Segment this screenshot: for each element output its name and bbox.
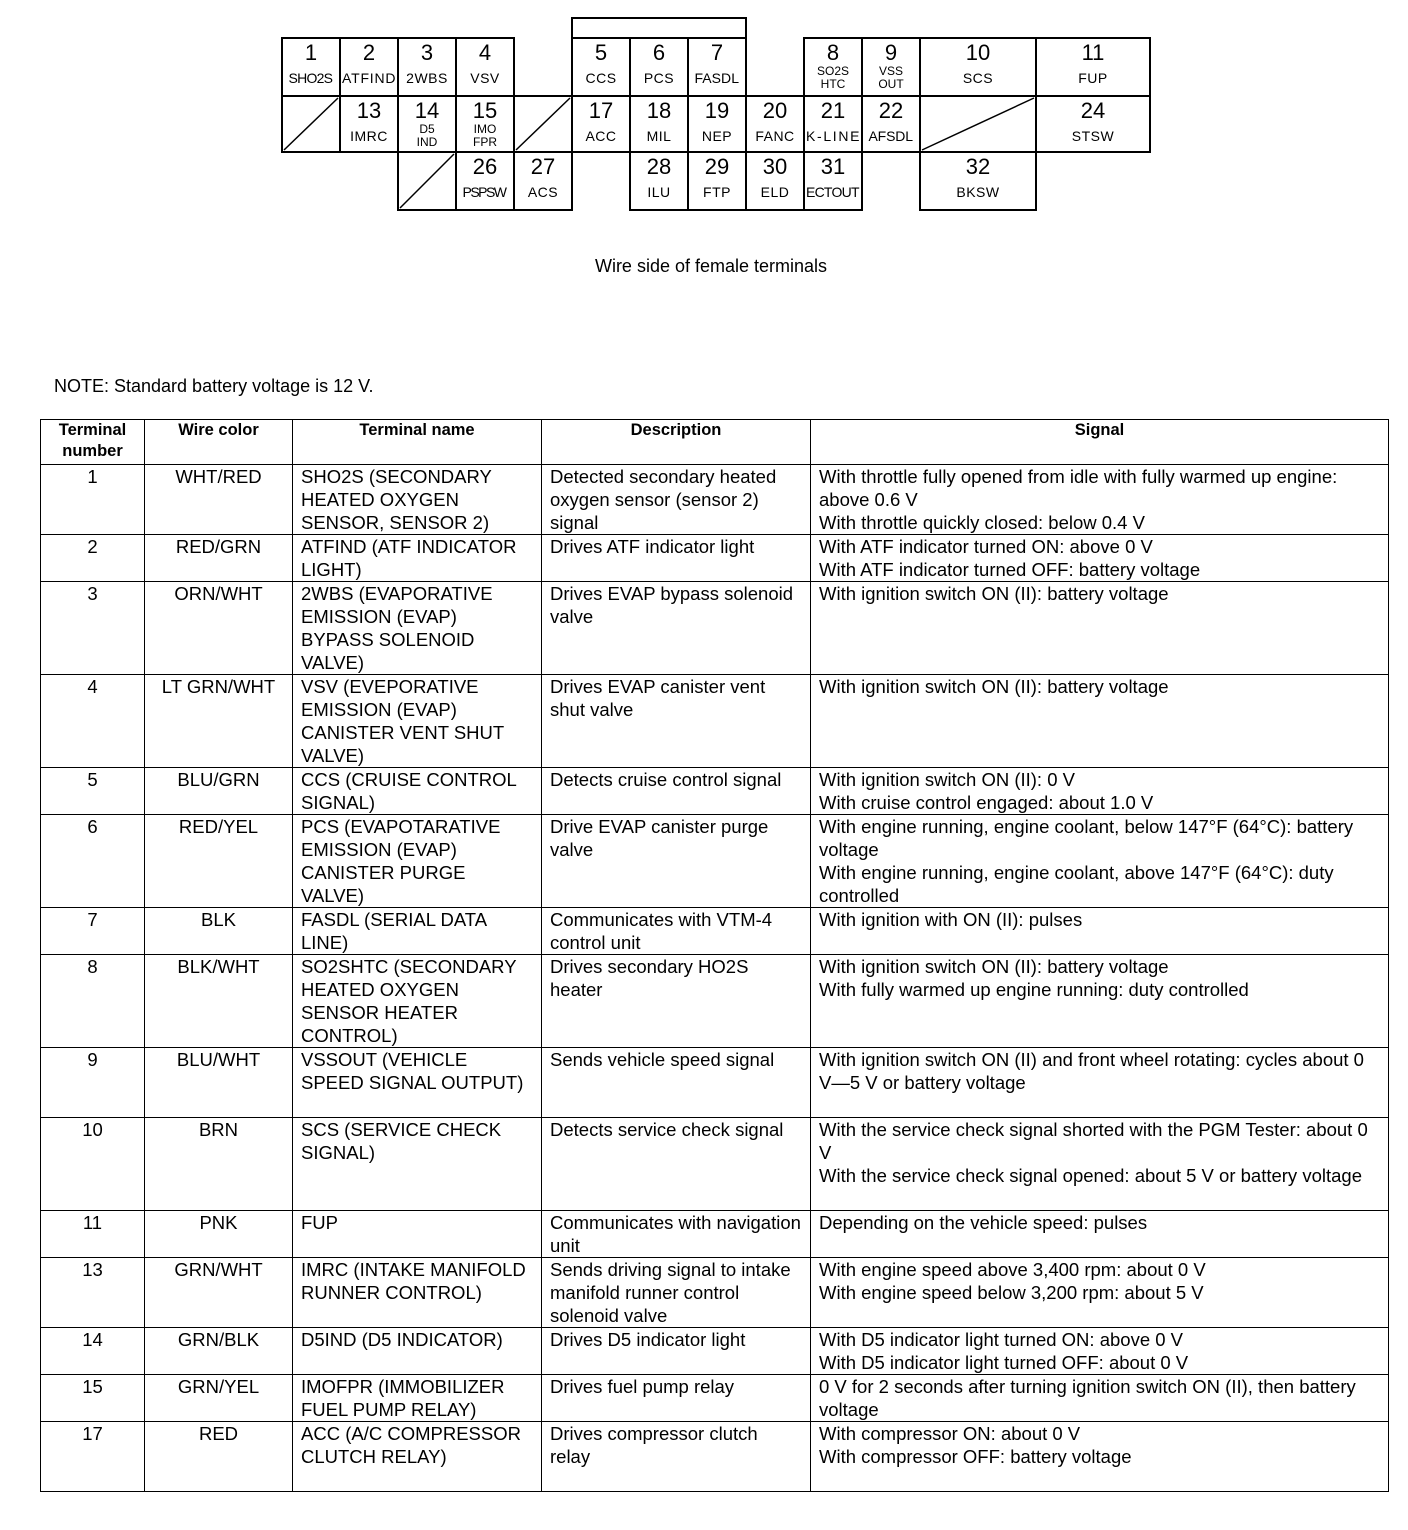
table-row [41, 1048, 1389, 1118]
table-row [41, 1375, 1389, 1422]
terminal-label-31: ECTOUT [806, 184, 860, 200]
signal-cell [811, 1258, 1389, 1328]
table-row [41, 1118, 1389, 1211]
terminal-label-10: SCS [962, 70, 994, 86]
terminal-name-cell: VSV (EVEPORATIVE EMISSION (EVAP) CANISTER VENT SHUT VALVE) [293, 675, 542, 768]
signal-line: With ignition switch ON (II): battery voltage [819, 676, 1169, 697]
signal-line: With ignition switch ON (II): battery voltage [819, 583, 1169, 604]
table-row [41, 465, 1389, 535]
signal-line: With engine running, engine coolant, below 147°F (64°C): battery voltage [819, 816, 1354, 860]
connector-diagram [0, 0, 1408, 240]
terminal-number-1: 1 [304, 40, 318, 65]
description-cell: Drives EVAP canister vent shut valve [542, 675, 811, 768]
description-cell: Communicates with navigation unit [542, 1211, 811, 1258]
terminal-label-28: ILU [647, 184, 671, 200]
terminal-label-24: STSW [1071, 128, 1115, 144]
terminal-number-20: 20 [762, 98, 788, 123]
signal-line: With ignition switch ON (II) and front wheel rotating: cycles about 0 V—5 V or battery voltage [819, 1049, 1364, 1093]
terminal-label-9: OUT [878, 77, 904, 91]
signal-cell [811, 1048, 1389, 1118]
terminal-label-17: ACC [585, 128, 617, 144]
description-cell: Drives D5 indicator light [542, 1328, 811, 1375]
terminal-number-cell: 6 [41, 815, 145, 908]
terminal-name-cell: ACC (A/C COMPRESSOR CLUTCH RELAY) [293, 1422, 542, 1492]
table-row [41, 1258, 1389, 1328]
terminal-name-cell: 2WBS (EVAPORATIVE EMISSION (EVAP) BYPASS SOLENOID VALVE) [293, 582, 542, 675]
terminal-number-10: 10 [965, 40, 991, 65]
terminal-number-14: 14 [414, 98, 440, 123]
terminal-number-15: 15 [472, 98, 498, 123]
connector-key-tab [572, 18, 746, 38]
wire-color-cell: WHT/RED [145, 465, 293, 535]
signal-line: With D5 indicator light turned OFF: about 0 V [819, 1352, 1189, 1373]
terminal-number-cell: 5 [41, 768, 145, 815]
signal-cell [811, 768, 1389, 815]
signal-line: With ignition with ON (II): pulses [819, 909, 1083, 930]
terminal-number-cell: 7 [41, 908, 145, 955]
battery-note: NOTE: Standard battery voltage is 12 V. [54, 376, 374, 396]
signal-line: With engine speed above 3,400 rpm: about 0 V [819, 1259, 1206, 1280]
terminal-name-cell: SCS (SERVICE CHECK SIGNAL) [293, 1118, 542, 1211]
table-row [41, 1328, 1389, 1375]
terminal-label-6: PCS [643, 70, 675, 86]
signal-line: With compressor ON: about 0 V [819, 1423, 1081, 1444]
description-cell: Drives fuel pump relay [542, 1375, 811, 1422]
wire-color-cell: LT GRN/WHT [145, 675, 293, 768]
table-row [41, 955, 1389, 1048]
terminal-number-3: 3 [420, 40, 434, 65]
wire-color-cell: BLU/WHT [145, 1048, 293, 1118]
terminal-number-21: 21 [820, 98, 846, 123]
terminal-name-cell: D5IND (D5 INDICATOR) [293, 1328, 542, 1375]
terminal-number-cell: 17 [41, 1422, 145, 1492]
terminal-label-22: AFSDL [868, 128, 914, 144]
terminal-number-29: 29 [704, 154, 730, 179]
terminal-label-14: D5 [419, 122, 435, 136]
signal-line: With engine speed below 3,200 rpm: about 5 V [819, 1282, 1204, 1303]
signal-cell [811, 1118, 1389, 1211]
terminal-number-8: 8 [826, 40, 840, 65]
wire-color-cell: BRN [145, 1118, 293, 1211]
wire-color-cell: GRN/WHT [145, 1258, 293, 1328]
terminal-label-2: ATFIND [342, 70, 396, 86]
terminal-label-5: CCS [585, 70, 617, 86]
terminal-number-31: 31 [820, 154, 846, 179]
terminal-table [40, 419, 1389, 1492]
wire-color-cell: BLK [145, 908, 293, 955]
terminal-number-18: 18 [646, 98, 672, 123]
signal-cell [811, 675, 1389, 768]
terminal-label-20: FANC [755, 128, 795, 144]
terminal-number-cell: 14 [41, 1328, 145, 1375]
signal-line: With compressor OFF: battery voltage [819, 1446, 1132, 1467]
terminal-number-cell: 10 [41, 1118, 145, 1211]
terminal-label-1: SHO2S [288, 70, 334, 86]
terminal-number-30: 30 [762, 154, 788, 179]
terminal-number-28: 28 [646, 154, 672, 179]
terminal-name-cell: SHO2S (SECONDARY HEATED OXYGEN SENSOR, SENSOR 2) [293, 465, 542, 535]
signal-line: With the service check signal shorted with the PGM Tester: about 0 V [819, 1119, 1368, 1163]
terminal-label-15: FPR [473, 135, 497, 149]
terminal-label-21: K-LINE [806, 128, 860, 144]
signal-line: With throttle fully opened from idle with fully warmed up engine: above 0.6 V [819, 466, 1338, 510]
signal-cell [811, 1328, 1389, 1375]
terminal-name-cell: VSSOUT (VEHICLE SPEED SIGNAL OUTPUT) [293, 1048, 542, 1118]
table-header-row [41, 420, 1389, 465]
signal-line: With throttle quickly closed: below 0.4 V [819, 512, 1145, 533]
terminal-number-26: 26 [472, 154, 498, 179]
wire-color-cell: ORN/WHT [145, 582, 293, 675]
description-cell: Sends driving signal to intake manifold runner control solenoid valve [542, 1258, 811, 1328]
terminal-number-27: 27 [530, 154, 556, 179]
terminal-label-3: 2WBS [406, 70, 448, 86]
terminal-number-32: 32 [965, 154, 991, 179]
signal-cell [811, 955, 1389, 1048]
terminal-number-cell: 2 [41, 535, 145, 582]
table-row [41, 815, 1389, 908]
terminal-number-cell: 9 [41, 1048, 145, 1118]
terminal-label-8: HTC [820, 77, 846, 91]
terminal-number-22: 22 [878, 98, 904, 123]
terminal-number-24: 24 [1080, 98, 1106, 123]
terminal-number-cell: 1 [41, 465, 145, 535]
signal-line: With cruise control engaged: about 1.0 V [819, 792, 1154, 813]
terminal-number-cell: 13 [41, 1258, 145, 1328]
description-cell: Drives EVAP bypass solenoid valve [542, 582, 811, 675]
wire-color-cell: BLU/GRN [145, 768, 293, 815]
description-cell: Drives ATF indicator light [542, 535, 811, 582]
wire-color-cell: PNK [145, 1211, 293, 1258]
terminal-label-11: FUP [1078, 70, 1108, 86]
terminal-label-30: ELD [760, 184, 790, 200]
terminal-label-4: VSV [470, 70, 500, 86]
terminal-label-13: IMRC [350, 128, 388, 144]
terminal-label-29: FTP [703, 184, 731, 200]
signal-cell [811, 1211, 1389, 1258]
signal-cell [811, 908, 1389, 955]
wire-color-cell: RED/GRN [145, 535, 293, 582]
signal-cell [811, 1422, 1389, 1492]
terminal-number-cell: 4 [41, 675, 145, 768]
wire-color-cell: GRN/YEL [145, 1375, 293, 1422]
terminal-number-13: 13 [356, 98, 382, 123]
terminal-name-cell: FUP [293, 1211, 542, 1258]
description-cell: Detected secondary heated oxygen sensor (sensor 2) signal [542, 465, 811, 535]
wire-color-cell: RED/YEL [145, 815, 293, 908]
description-cell: Drive EVAP canister purge valve [542, 815, 811, 908]
description-cell: Sends vehicle speed signal [542, 1048, 811, 1118]
terminal-number-19: 19 [704, 98, 730, 123]
signal-cell [811, 1375, 1389, 1422]
signal-line: With ignition switch ON (II): 0 V [819, 769, 1075, 790]
terminal-name-cell: PCS (EVAPOTARATIVE EMISSION (EVAP) CANISTER PURGE VALVE) [293, 815, 542, 908]
wire-color-cell: GRN/BLK [145, 1328, 293, 1375]
terminal-number-cell: 15 [41, 1375, 145, 1422]
terminal-number-cell: 3 [41, 582, 145, 675]
terminal-label-18: MIL [646, 128, 672, 144]
table-row [41, 908, 1389, 955]
terminal-name-cell: ATFIND (ATF INDICATOR LIGHT) [293, 535, 542, 582]
signal-cell [811, 465, 1389, 535]
header-description: Description [542, 420, 811, 465]
terminal-name-cell: CCS (CRUISE CONTROL SIGNAL) [293, 768, 542, 815]
terminal-number-5: 5 [594, 40, 608, 65]
terminal-label-9: VSS [878, 64, 904, 78]
table-row [41, 675, 1389, 768]
terminal-number-17: 17 [588, 98, 614, 123]
signal-line: With D5 indicator light turned ON: above 0 V [819, 1329, 1184, 1350]
wire-color-cell: RED [145, 1422, 293, 1492]
header-terminal-name: Terminal name [293, 420, 542, 465]
signal-line: With the service check signal opened: about 5 V or battery voltage [819, 1165, 1362, 1186]
terminal-number-cell: 11 [41, 1211, 145, 1258]
table-row [41, 535, 1389, 582]
signal-line: With ATF indicator turned ON: above 0 V [819, 536, 1153, 557]
terminal-number-7: 7 [710, 40, 724, 65]
terminal-label-7: FASDL [694, 70, 740, 86]
signal-line: Depending on the vehicle speed: pulses [819, 1212, 1148, 1233]
signal-line: With engine running, engine coolant, above 147°F (64°C): duty controlled [819, 862, 1334, 906]
signal-line: With ATF indicator turned OFF: battery voltage [819, 559, 1201, 580]
signal-cell [811, 582, 1389, 675]
terminal-label-8: SO2S [816, 64, 850, 78]
table-row [41, 1422, 1389, 1492]
table-row [41, 768, 1389, 815]
description-cell: Communicates with VTM-4 control unit [542, 908, 811, 955]
terminal-name-cell: SO2SHTC (SECONDARY HEATED OXYGEN SENSOR HEATER CONTROL) [293, 955, 542, 1048]
terminal-number-2: 2 [362, 40, 376, 65]
header-wire-color: Wire color [145, 420, 293, 465]
table-row [41, 1211, 1389, 1258]
terminal-name-cell: IMRC (INTAKE MANIFOLD RUNNER CONTROL) [293, 1258, 542, 1328]
table-row [41, 582, 1389, 675]
connector-caption: Wire side of female terminals [594, 256, 828, 276]
signal-cell [811, 815, 1389, 908]
terminal-label-26: PSPSW [462, 184, 508, 200]
signal-line: With ignition switch ON (II): battery voltage [819, 956, 1169, 977]
terminal-label-27: ACS [527, 184, 559, 200]
signal-line: With fully warmed up engine running: duty controlled [819, 979, 1249, 1000]
description-cell: Detects service check signal [542, 1118, 811, 1211]
terminal-number-cell: 8 [41, 955, 145, 1048]
terminal-number-9: 9 [884, 40, 898, 65]
terminal-number-4: 4 [478, 40, 492, 65]
terminal-name-cell: IMOFPR (IMMOBILIZER FUEL PUMP RELAY) [293, 1375, 542, 1422]
terminal-label-14: IND [416, 135, 438, 149]
terminal-number-6: 6 [652, 40, 666, 65]
terminal-label-19: NEP [701, 128, 733, 144]
terminal-label-15: IMO [473, 122, 497, 136]
description-cell: Drives secondary HO2S heater [542, 955, 811, 1048]
header-terminal-number: Terminal number [41, 420, 145, 465]
header-signal: Signal [811, 420, 1389, 465]
description-cell: Drives compressor clutch relay [542, 1422, 811, 1492]
terminal-label-32: BKSW [956, 184, 1000, 200]
signal-cell [811, 535, 1389, 582]
terminal-name-cell: FASDL (SERIAL DATA LINE) [293, 908, 542, 955]
description-cell: Detects cruise control signal [542, 768, 811, 815]
signal-line: 0 V for 2 seconds after turning ignition switch ON (II), then battery voltage [819, 1376, 1356, 1420]
wire-color-cell: BLK/WHT [145, 955, 293, 1048]
terminal-number-11: 11 [1081, 40, 1105, 65]
